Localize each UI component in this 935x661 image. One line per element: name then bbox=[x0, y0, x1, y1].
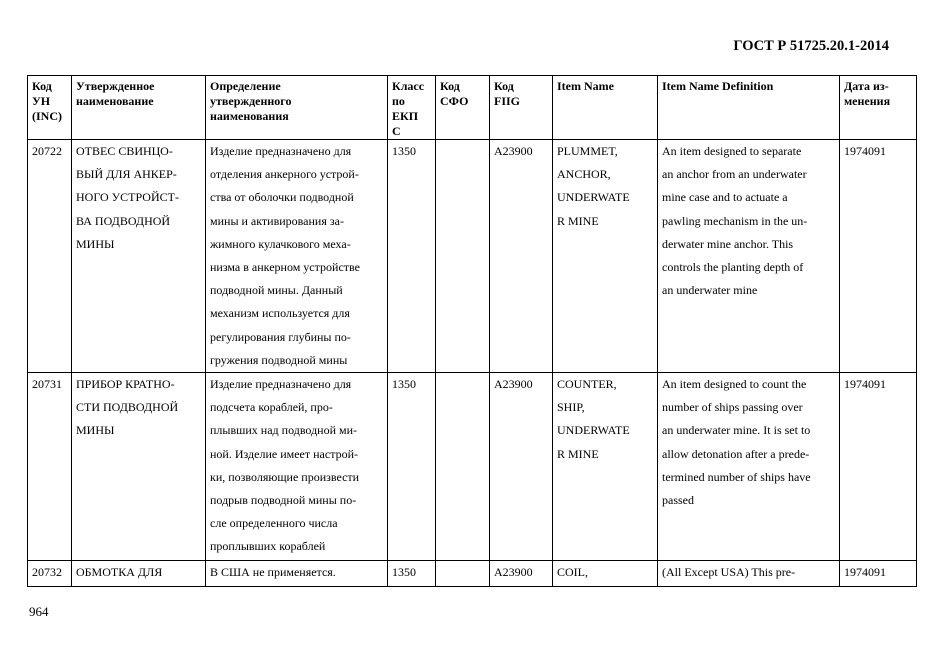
header-text-line: FIIG bbox=[494, 94, 521, 108]
cell-text-line: МИНЫ bbox=[76, 236, 115, 251]
cell-text-line: подсчета кораблей, про- bbox=[210, 400, 333, 415]
cell-code-fiig: A23900 bbox=[490, 561, 553, 587]
table-body bbox=[28, 140, 917, 587]
header-text-line: наименование bbox=[76, 94, 154, 108]
header-code-fiig bbox=[490, 76, 553, 140]
header-text-line: Утвержденное bbox=[76, 79, 155, 93]
cell-text-line: ПРИБОР КРАТНО- bbox=[76, 377, 175, 392]
cell-text-line: сле определенного числа bbox=[210, 516, 338, 531]
cell-code-fiig: A23900 bbox=[490, 373, 553, 561]
cell-text-line: Изделие предназначено для bbox=[210, 144, 352, 158]
cell-text-line: жимного кулачкового меха- bbox=[210, 236, 351, 251]
cell-text-line: passed bbox=[662, 493, 694, 508]
cell-text-line: НОГО УСТРОЙСТ- bbox=[76, 190, 179, 205]
cell-item-definition bbox=[658, 140, 840, 373]
header-text-line: (INC) bbox=[32, 109, 62, 123]
cell-text-line: ОБМОТКА ДЛЯ bbox=[76, 565, 163, 580]
cell-text-line: МИНЫ bbox=[76, 423, 115, 438]
cell-text-line: ки, позволяющие произвести bbox=[210, 469, 360, 484]
header-text-line: Код bbox=[440, 79, 460, 93]
cell-text-line: R MINE bbox=[557, 446, 599, 461]
header-item-name-definition bbox=[658, 76, 840, 140]
cell-text-line: гружения подводной мины bbox=[210, 352, 348, 367]
cell-text-line: R MINE bbox=[557, 213, 599, 228]
header-text-line: СФО bbox=[440, 94, 469, 108]
cell-text-line: an underwater mine. It is set to bbox=[662, 423, 811, 438]
cell-text-line: number of ships passing over bbox=[662, 400, 803, 415]
cell-text-line: termined number of ships have bbox=[662, 469, 811, 484]
cell-text-line: An item designed to separate bbox=[662, 144, 802, 158]
cell-change-date: 1974091 bbox=[840, 561, 917, 587]
header-text-line: Код bbox=[494, 79, 514, 93]
classification-table bbox=[27, 75, 917, 587]
cell-item-definition bbox=[658, 373, 840, 561]
cell-text-line: ОТВЕС СВИНЦО- bbox=[76, 144, 173, 158]
cell-text-line: UNDERWATE bbox=[557, 190, 630, 205]
cell-text-line: pawling mechanism in the un- bbox=[662, 213, 808, 228]
cell-text-line: плывших над подводной ми- bbox=[210, 423, 358, 438]
header-text-line: наименования bbox=[210, 109, 289, 123]
cell-code-inc: 20732 bbox=[28, 561, 72, 587]
cell-approved-name bbox=[72, 561, 206, 587]
cell-text-line: механизм используется для bbox=[210, 306, 350, 321]
cell-item-name bbox=[553, 373, 658, 561]
cell-text-line: СТИ ПОДВОДНОЙ bbox=[76, 400, 179, 415]
header-text-line: менения bbox=[844, 94, 891, 108]
cell-text-line: an underwater mine bbox=[662, 283, 758, 298]
header-text-line: Item Name Definition bbox=[662, 79, 774, 93]
cell-text-line: ства от оболочки подводной bbox=[210, 190, 354, 205]
header-definition bbox=[206, 76, 388, 140]
header-class-ekps bbox=[388, 76, 436, 140]
table-header-row bbox=[28, 76, 917, 140]
header-item-name bbox=[553, 76, 658, 140]
header-code-inc bbox=[28, 76, 72, 140]
cell-class-ekps: 1350 bbox=[388, 140, 436, 373]
cell-text-line: ANCHOR, bbox=[557, 167, 611, 182]
header-approved-name bbox=[72, 76, 206, 140]
header-text-line: Определение bbox=[210, 79, 281, 93]
cell-approved-name bbox=[72, 140, 206, 373]
cell-definition bbox=[206, 373, 388, 561]
cell-code-sfo bbox=[436, 373, 490, 561]
cell-text-line: COUNTER, bbox=[557, 377, 617, 392]
cell-item-definition bbox=[658, 561, 840, 587]
cell-definition bbox=[206, 140, 388, 373]
cell-text-line: В США не применяется. bbox=[210, 565, 336, 580]
table-row bbox=[28, 561, 917, 587]
header-text-line: утвержденного bbox=[210, 94, 292, 108]
cell-text-line: derwater mine anchor. This bbox=[662, 236, 794, 251]
cell-text-line: мины и активирования за- bbox=[210, 213, 344, 228]
cell-code-fiig: A23900 bbox=[490, 140, 553, 373]
header-text-line: Класс bbox=[392, 79, 425, 93]
cell-text-line: COIL, bbox=[557, 565, 588, 580]
page-number: 964 bbox=[29, 604, 49, 619]
header-text-line: С bbox=[392, 124, 401, 138]
cell-text-line: an anchor from an underwater bbox=[662, 167, 807, 182]
cell-text-line: ной. Изделие имеет настрой- bbox=[210, 446, 358, 461]
cell-text-line: подрыв подводной мины по- bbox=[210, 493, 357, 508]
header-change-date bbox=[840, 76, 917, 140]
cell-item-name bbox=[553, 140, 658, 373]
cell-text-line: Изделие предназначено для bbox=[210, 377, 352, 392]
cell-text-line: mine case and to actuate a bbox=[662, 190, 788, 205]
cell-code-inc: 20731 bbox=[28, 373, 72, 561]
header-text-line: Код bbox=[32, 79, 52, 93]
cell-class-ekps: 1350 bbox=[388, 373, 436, 561]
cell-text-line: ВА ПОДВОДНОЙ bbox=[76, 213, 171, 228]
cell-text-line: регулирования глубины по- bbox=[210, 329, 351, 344]
cell-text-line: подводной мины. Данный bbox=[210, 283, 343, 298]
header-text-line: Дата из- bbox=[844, 79, 889, 93]
cell-code-sfo bbox=[436, 561, 490, 587]
header-text-line: Item Name bbox=[557, 79, 614, 93]
cell-text-line: allow detonation after a prede- bbox=[662, 446, 810, 461]
cell-item-name bbox=[553, 561, 658, 587]
cell-approved-name bbox=[72, 373, 206, 561]
cell-text-line: низма в анкерном устройстве bbox=[210, 260, 360, 275]
cell-text-line: проплывших кораблей bbox=[210, 539, 326, 554]
header-text-line: ЕКП bbox=[392, 109, 419, 123]
cell-text-line: UNDERWATE bbox=[557, 423, 630, 438]
cell-text-line: controls the planting depth of bbox=[662, 260, 804, 275]
cell-definition bbox=[206, 561, 388, 587]
table-row bbox=[28, 140, 917, 373]
header-text-line: по bbox=[392, 94, 405, 108]
cell-text-line: An item designed to count the bbox=[662, 377, 807, 392]
header-code-sfo bbox=[436, 76, 490, 140]
cell-text-line: (All Except USA) This pre- bbox=[662, 565, 796, 580]
table-row bbox=[28, 373, 917, 561]
cell-text-line: SHIP, bbox=[557, 400, 585, 415]
cell-code-sfo bbox=[436, 140, 490, 373]
cell-code-inc: 20722 bbox=[28, 140, 72, 373]
cell-change-date: 1974091 bbox=[840, 140, 917, 373]
document-standard-header: ГОСТ Р 51725.20.1-2014 bbox=[733, 38, 889, 54]
cell-change-date: 1974091 bbox=[840, 373, 917, 561]
header-text-line: УН bbox=[32, 94, 51, 108]
cell-text-line: PLUMMET, bbox=[557, 144, 618, 158]
cell-text-line: отделения анкерного устрой- bbox=[210, 167, 359, 182]
cell-text-line: ВЫЙ ДЛЯ АНКЕР- bbox=[76, 167, 177, 182]
cell-class-ekps: 1350 bbox=[388, 561, 436, 587]
